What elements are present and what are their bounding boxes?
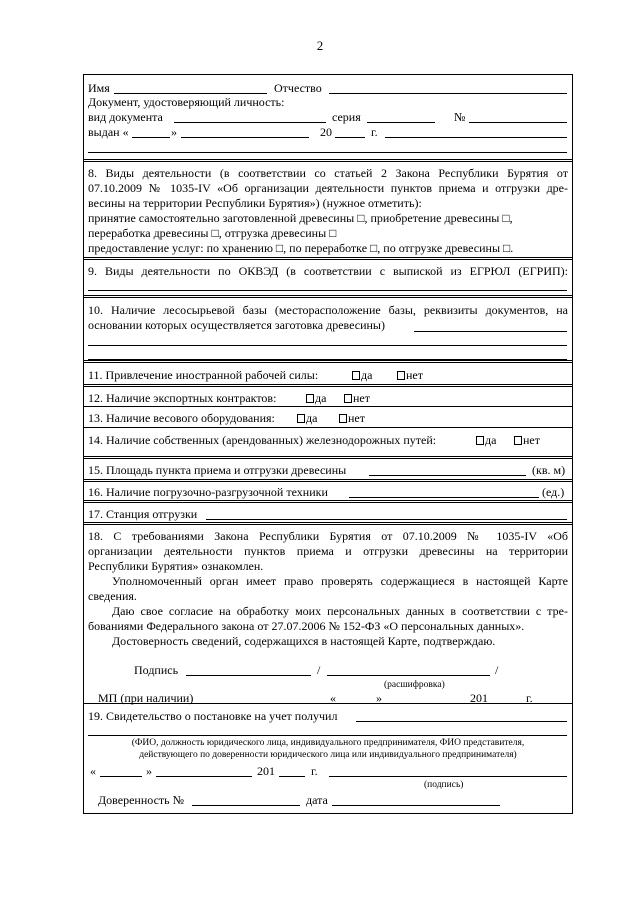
section-16-unit: (ед.) xyxy=(542,485,565,499)
checkbox-icon xyxy=(476,436,484,445)
section-18-line-2: организации деятельности пунктов приема и отгрузки древесины на территории xyxy=(88,544,568,558)
section-19-text: 19. Свидетельство о постановке на учет получил xyxy=(88,709,338,723)
section-18-line-5: сведения. xyxy=(88,589,137,603)
doc-type-field[interactable] xyxy=(174,122,326,123)
section-18-line-1: 18. С требованиями Закона Республики Бурятия от 07.10.2009 № 1035-IV «Об xyxy=(88,529,568,543)
name-label: Имя xyxy=(88,81,110,95)
sign-date-open: « xyxy=(330,691,336,705)
section-17-text: 17. Станция отгрузки xyxy=(88,507,198,521)
section-19-note-1: (ФИО, должность юридического лица, индивидуального предпринимателя, ФИО представителя, xyxy=(131,738,525,748)
receipt-month-field[interactable] xyxy=(156,776,252,777)
section-8-option-line-3[interactable]: предоставление услуг: по хранению □, по переработке □, по отгрузке древесины □. xyxy=(88,241,514,255)
checkbox-icon xyxy=(344,394,352,403)
signature-label: Подпись xyxy=(134,663,179,677)
section-13-no-option[interactable]: нет xyxy=(339,411,365,425)
receipt-year-field[interactable] xyxy=(279,776,305,777)
identity-section xyxy=(84,75,572,159)
slash-2: / xyxy=(495,663,499,677)
section-10-line-2: основании которых осуществляется заготовка древесины) xyxy=(88,318,385,332)
poa-date-field[interactable] xyxy=(332,805,500,806)
section-18-line-3: Республики Бурятия» ознакомлен. xyxy=(88,559,264,573)
sign-year-prefix: 201 xyxy=(470,691,488,705)
section-18-acknowledgement xyxy=(84,522,572,703)
registration-card-form xyxy=(83,74,573,814)
section-11-foreign-labor xyxy=(84,360,572,384)
name-field[interactable] xyxy=(114,93,267,94)
section-18-line-7: бованиями Федерального закона от 27.07.2006 № 152-ФЗ «О персональных данных». xyxy=(88,619,525,633)
section-16-equipment xyxy=(84,479,572,500)
section-14-railway-tracks xyxy=(84,427,572,456)
section-8-option-line-1[interactable]: принятие самостоятельно заготовленной древесины □, приобретение древесины □, xyxy=(88,211,513,225)
issued-quote-close: » xyxy=(171,125,177,139)
section-12-yes-option[interactable]: да xyxy=(306,391,326,405)
issued-day-field[interactable] xyxy=(132,137,170,138)
section-17-station xyxy=(84,500,572,522)
section-15-unit: (кв. м) xyxy=(532,463,566,477)
page-number: 2 xyxy=(316,38,324,53)
checkbox-icon xyxy=(514,436,522,445)
issued-by-field[interactable] xyxy=(385,137,567,138)
section-10-field-1[interactable] xyxy=(414,331,567,332)
section-15-area xyxy=(84,456,572,479)
section-11-no-option[interactable]: нет xyxy=(397,368,423,382)
section-19-certificate xyxy=(84,703,572,813)
receipt-year-suffix: г. xyxy=(311,764,318,778)
poa-date-label: дата xyxy=(306,793,328,807)
section-14-no-option[interactable]: нет xyxy=(514,433,540,447)
section-8-activities xyxy=(84,159,572,257)
section-8-line-2: 07.10.2009 № 1035-IV «Об организации деятельности пунктов приема и отгрузки дре- xyxy=(88,181,568,195)
series-field[interactable] xyxy=(367,122,435,123)
issued-label: выдан « xyxy=(88,125,129,139)
poa-label: Доверенность № xyxy=(98,793,185,807)
issued-year-prefix: 20 xyxy=(320,125,332,139)
receipt-year-prefix: 201 xyxy=(257,764,275,778)
checkbox-icon xyxy=(339,414,347,423)
section-18-line-8: Достоверность сведений, содержащихся в настоящей Карте, подтверждаю. xyxy=(112,634,496,648)
section-14-yes-option[interactable]: да xyxy=(476,433,496,447)
section-15-text: 15. Площадь пункта приема и отгрузки древесины xyxy=(88,463,347,477)
section-12-no-option[interactable]: нет xyxy=(344,391,370,405)
issued-month-field[interactable] xyxy=(181,137,309,138)
signature-caption: (подпись) xyxy=(424,780,464,790)
section-16-text: 16. Наличие погрузочно-разгрузочной техники xyxy=(88,485,328,499)
patronymic-label: Отчество xyxy=(274,81,322,95)
id-document-label: Документ, удостоверяющий личность: xyxy=(88,95,285,109)
section-13-weighing-equipment xyxy=(84,406,572,427)
sign-date-close: » xyxy=(376,691,382,705)
receipt-date-open: « xyxy=(90,764,96,778)
section-18-line-6: Даю свое согласие на обработку моих персональных данных в соответствии с тре- xyxy=(112,604,568,618)
section-18-line-4: Уполномоченный орган имеет право проверять содержащиеся в настоящей Карте xyxy=(112,574,568,588)
checkbox-icon xyxy=(397,371,405,380)
section-8-line-3: весины на территории Республики Бурятия») (нужное отметить): xyxy=(88,196,422,210)
section-19-note-2: действующего по доверенности юридического лица или индивидуального предпринимателя) xyxy=(139,750,517,760)
section-10-field-2[interactable] xyxy=(88,345,567,346)
section-19-recipient-field[interactable] xyxy=(356,721,567,722)
section-13-yes-option[interactable]: да xyxy=(297,411,317,425)
section-16-field[interactable] xyxy=(349,497,539,498)
section-8-line-1: 8. Виды деятельности (в соответствии со статьей 2 Закона Республики Бурятия от xyxy=(88,166,568,180)
section-15-field[interactable] xyxy=(369,475,526,476)
number-label: № xyxy=(454,110,466,124)
stamp-label: МП (при наличии) xyxy=(98,691,194,705)
decode-caption: (расшифровка) xyxy=(384,680,445,690)
section-9-text: 9. Виды деятельности по ОКВЭД (в соответствии с выпиской из ЕГРЮЛ (ЕГРИП): xyxy=(88,264,568,278)
checkbox-icon xyxy=(297,414,305,423)
checkbox-icon xyxy=(352,371,360,380)
section-14-text: 14. Наличие собственных (арендованных) железнодорожных путей: xyxy=(88,433,437,447)
receipt-date-close: » xyxy=(146,764,152,778)
receipt-signature-field[interactable] xyxy=(329,776,567,777)
issued-year-field[interactable] xyxy=(335,137,365,138)
section-11-yes-option[interactable]: да xyxy=(352,368,372,382)
section-8-option-line-2[interactable]: переработка древесины □, отгрузка древесины □ xyxy=(88,226,337,240)
patronymic-field[interactable] xyxy=(329,93,567,94)
section-9-okved xyxy=(84,257,572,295)
series-label: серия xyxy=(332,110,361,124)
poa-number-field[interactable] xyxy=(192,805,300,806)
section-10-line-1: 10. Наличие лесосырьевой базы (месторасположение базы, реквизиты документов, на xyxy=(88,303,568,317)
number-field[interactable] xyxy=(469,122,567,123)
section-11-text: 11. Привлечение иностранной рабочей силы: xyxy=(88,368,319,382)
section-9-field[interactable] xyxy=(88,290,567,291)
section-12-text: 12. Наличие экспортных контрактов: xyxy=(88,391,277,405)
section-13-text: 13. Наличие весового оборудования: xyxy=(88,411,275,425)
section-12-export-contracts xyxy=(84,384,572,406)
signature-decode-field[interactable] xyxy=(327,675,490,676)
section-17-field[interactable] xyxy=(206,519,567,520)
sign-year-suffix: г. xyxy=(526,691,533,705)
signature-field[interactable] xyxy=(186,675,311,676)
section-10-forest-base xyxy=(84,295,572,360)
slash-1: / xyxy=(317,663,321,677)
issued-year-suffix: г. xyxy=(371,125,378,139)
doc-type-label: вид документа xyxy=(88,110,163,124)
checkbox-icon xyxy=(306,394,314,403)
identity-extra-line[interactable] xyxy=(88,152,567,153)
receipt-day-field[interactable] xyxy=(100,776,142,777)
